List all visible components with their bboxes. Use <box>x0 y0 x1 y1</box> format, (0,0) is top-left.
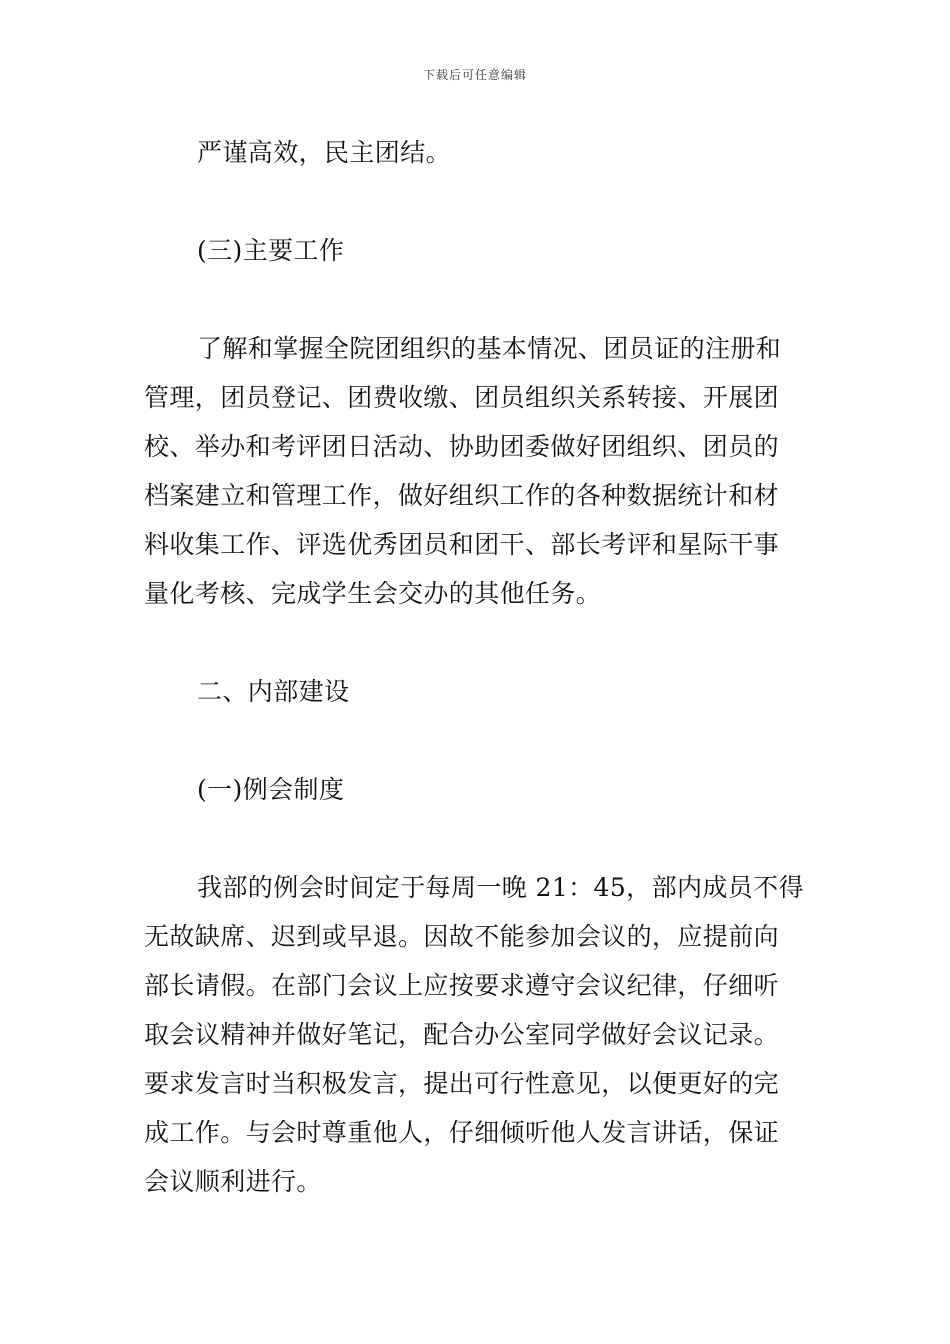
paragraph-gap <box>144 275 808 324</box>
paragraph-line: 档案建立和管理工作，做好组织工作的各种数据统计和材 <box>144 481 780 510</box>
section-heading: 二、内部建设 <box>197 677 350 706</box>
paragraph-line: 部长请假。在部门会议上应按要求遵守会议纪律，仔细听 <box>144 971 780 1000</box>
paragraph-line: 量化考核、完成学生会交办的其他任务。 <box>144 579 602 608</box>
paragraph-gap <box>144 814 808 863</box>
paragraph-line: 料收集工作、评选优秀团员和团干、部长考评和星际干事 <box>144 530 780 559</box>
paragraph-line: 无故缺席、迟到或早退。因故不能参加会议的，应提前向 <box>144 922 780 951</box>
paragraph-line: 了解和掌握全院团组织的基本情况、团员证的注册和 <box>197 334 782 363</box>
paragraph-gap <box>144 618 808 667</box>
section-heading: (一)例会制度 <box>197 775 345 804</box>
page-header-note: 下载后可任意编辑 <box>422 68 527 82</box>
paragraph-gap <box>144 177 808 226</box>
paragraph-line: 要求发言时当积极发言，提出可行性意见，以便更好的完 <box>144 1069 780 1098</box>
paragraph-line: 会议顺利进行。 <box>144 1167 322 1196</box>
paragraph-line: 我部的例会时间定于每周一晚 21：45，部内成员不得 <box>197 873 804 902</box>
paragraph-line: 成工作。与会时尊重他人，仔细倾听他人发言讲话，保证 <box>144 1118 780 1147</box>
paragraph-line: 管理，团员登记、团费收缴、团员组织关系转接、开展团 <box>144 383 780 412</box>
paragraph-line: 严谨高效，民主团结。 <box>197 138 452 167</box>
paragraph-gap <box>144 716 808 765</box>
paragraph-line: 校、举办和考评团日活动、协助团委做好团组织、团员的 <box>144 432 780 461</box>
paragraph-line: 取会议精神并做好笔记，配合办公室同学做好会议记录。 <box>144 1020 780 1049</box>
section-heading: (三)主要工作 <box>197 236 345 265</box>
document-body <box>144 128 808 1206</box>
